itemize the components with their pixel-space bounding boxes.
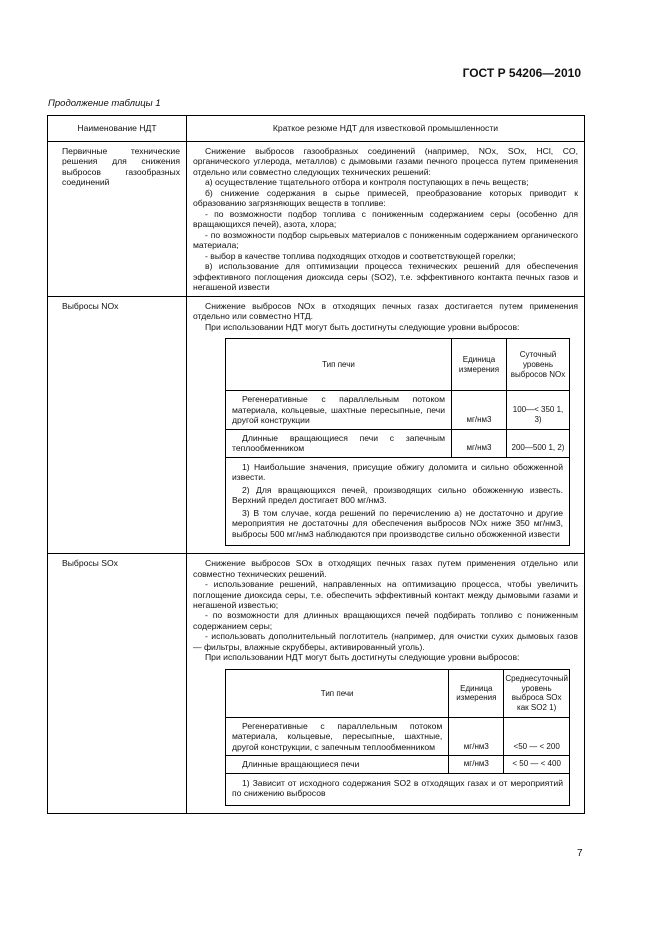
- col-header-bat-name: Наименование НДТ: [48, 116, 187, 142]
- bat-name: Выбросы NOx: [62, 300, 119, 311]
- document-id: ГОСТ Р 54206—2010: [462, 66, 581, 80]
- paragraph: Снижение выбросов газообразных соединений (например, NOx, SOx, HCl, CO, органического углерода, металлов) с дымовыми газами печного процесса путем применения отдельно или совместно следующих технических решений:: [193, 146, 578, 177]
- paragraph: - использование решений, направленных на оптимизацию процесса, чтобы увеличить поглощение диоксида серы, т.е. обеспечить эффективный контакт между дымовыми газами и негашеной известью;: [193, 579, 578, 610]
- paragraph: - по возможности для длинных вращающихся печей подбирать топливо с пониженным содержанием серы;: [193, 610, 578, 631]
- table-row: [48, 554, 585, 814]
- sub-header-unit: Единица измерения: [449, 669, 504, 717]
- kiln-type-cell: [226, 429, 452, 457]
- sub-header-row: [226, 669, 570, 717]
- table-header-row: [48, 116, 585, 142]
- paragraph: б) снижение содержания в сырье примесей, преобразование которых приводит к образованию загрязняющих веществ в топливе:: [193, 187, 578, 209]
- level-cell: <50 — < 200: [504, 717, 570, 755]
- paragraph: - по возможности подбор сырьевых материалов с пониженным содержанием органического материала;: [193, 229, 578, 251]
- paragraph: - выбор в качестве топлива подходящих отходов и соответствующей горелки;: [205, 250, 516, 261]
- sub-header-level: Суточный уровень выбросов NOx: [507, 339, 570, 391]
- footnotes-row: [226, 773, 570, 805]
- table-row: [226, 391, 570, 429]
- bat-name: Первичные технические решения для снижения выбросов газообразных соединений: [62, 146, 180, 188]
- col-header-summary: Краткое резюме НДТ для известковой промышленности: [187, 116, 585, 142]
- nox-emission-levels-table: [225, 338, 570, 546]
- footnotes-cell: [226, 773, 570, 805]
- footnote: 3) В том случае, когда решений по перечислению а) не достаточно и другие мероприятия не достаточны для обеспечения выбросов NOx ниже 350 мг/нм3, выбросы 500 мг/нм3 наблюдаются при производстве сильно обожженной извести: [232, 507, 563, 539]
- kiln-type: Длинные вращающиеся печи с запечным теплообменником: [232, 432, 445, 454]
- sub-header-row: [226, 339, 570, 391]
- footnote: 1) Зависит от исходного содержания SO2 в отходящих газах и от мероприятий по снижению выбросов: [232, 777, 563, 799]
- footnote: 2) Для вращающихся печей, производящих сильно обожженную известь. Верхний предел достигает 800 мг/нм3.: [232, 484, 563, 506]
- bat-name: Выбросы SOx: [62, 558, 118, 569]
- kiln-type: Регенеративные с параллельным потоком материала, кольцевые, пересыпные, шахтные, другой конструкции, с запечным теплообменником: [232, 720, 443, 752]
- footnotes-row: [226, 457, 570, 545]
- summary-cell: [187, 296, 585, 553]
- unit-cell: мг/нм3: [452, 391, 507, 429]
- table-continuation-label: Продолжение таблицы 1: [48, 98, 161, 109]
- sox-emission-levels-table: [225, 669, 570, 806]
- paragraph: Снижение выбросов SOx в отходящих печных газах путем применения отдельно или совместно технических решений.: [193, 558, 578, 579]
- footnotes-cell: [226, 457, 570, 545]
- bat-name-cell: [48, 296, 187, 553]
- bat-name-cell: [48, 142, 187, 297]
- bat-summary-table: [47, 115, 585, 814]
- sub-header-unit: Единица измерения: [452, 339, 507, 391]
- table-row: [226, 717, 570, 755]
- paragraph: - по возможности подбор топлива с пониженным содержанием серы (особенно для вращающихся печей), азота, хлора;: [193, 208, 578, 230]
- paragraph: - использовать дополнительный поглотитель (например, для очистки сухих дымовых газов — фильтры, влажные скрубберы, активированный уголь).: [193, 631, 578, 652]
- bat-name-cell: [48, 554, 187, 814]
- level-cell: < 50 — < 400: [504, 756, 570, 773]
- page-number: 7: [577, 848, 583, 859]
- paragraph: При использовании НДТ могут быть достигнуты следующие уровни выбросов:: [205, 321, 520, 332]
- summary-cell: [187, 142, 585, 297]
- table-row: [226, 756, 570, 773]
- kiln-type-cell: [226, 391, 452, 429]
- paragraph: Снижение выбросов NOx в отходящих печных газах достигается путем применения отдельно или совместно НТД.: [193, 300, 578, 322]
- level-cell: 200—500 1, 2): [507, 429, 570, 457]
- kiln-type-cell: [226, 717, 449, 755]
- paragraph: в) использование для оптимизации процесса технических решений для обеспечения эффективного поглощения диоксида серы (SO2), т.е. эффективного контакта печных газов и негашеной извести: [193, 261, 578, 293]
- unit-cell: мг/нм3: [449, 756, 504, 773]
- kiln-type-cell: [226, 756, 449, 773]
- kiln-type: Регенеративные с параллельным потоком материала, кольцевые, шахтные пересыпные, печи другой конструкции: [232, 394, 445, 426]
- unit-cell: мг/нм3: [452, 429, 507, 457]
- table-row: [48, 296, 585, 553]
- level-cell: 100—< 350 1, 3): [507, 391, 570, 429]
- unit-cell: мг/нм3: [449, 717, 504, 755]
- table-row: [48, 142, 585, 297]
- paragraph: а) осуществление тщательного отбора и контроля поступающих в печь веществ;: [205, 177, 529, 188]
- sub-header-type: Тип печи: [226, 339, 452, 391]
- footnote: 1) Наибольшие значения, присущие обжигу доломита и сильно обожженной извести.: [232, 461, 563, 483]
- summary-cell: [187, 554, 585, 814]
- sub-header-level: Среднесуточный уровень выброса SOx как SO2 1): [504, 669, 570, 717]
- kiln-type: Длинные вращающиеся печи: [242, 759, 360, 770]
- paragraph: При использовании НДТ могут быть достигнуты следующие уровни выбросов:: [205, 652, 520, 663]
- table-row: [226, 429, 570, 457]
- sub-header-type: Тип печи: [226, 669, 449, 717]
